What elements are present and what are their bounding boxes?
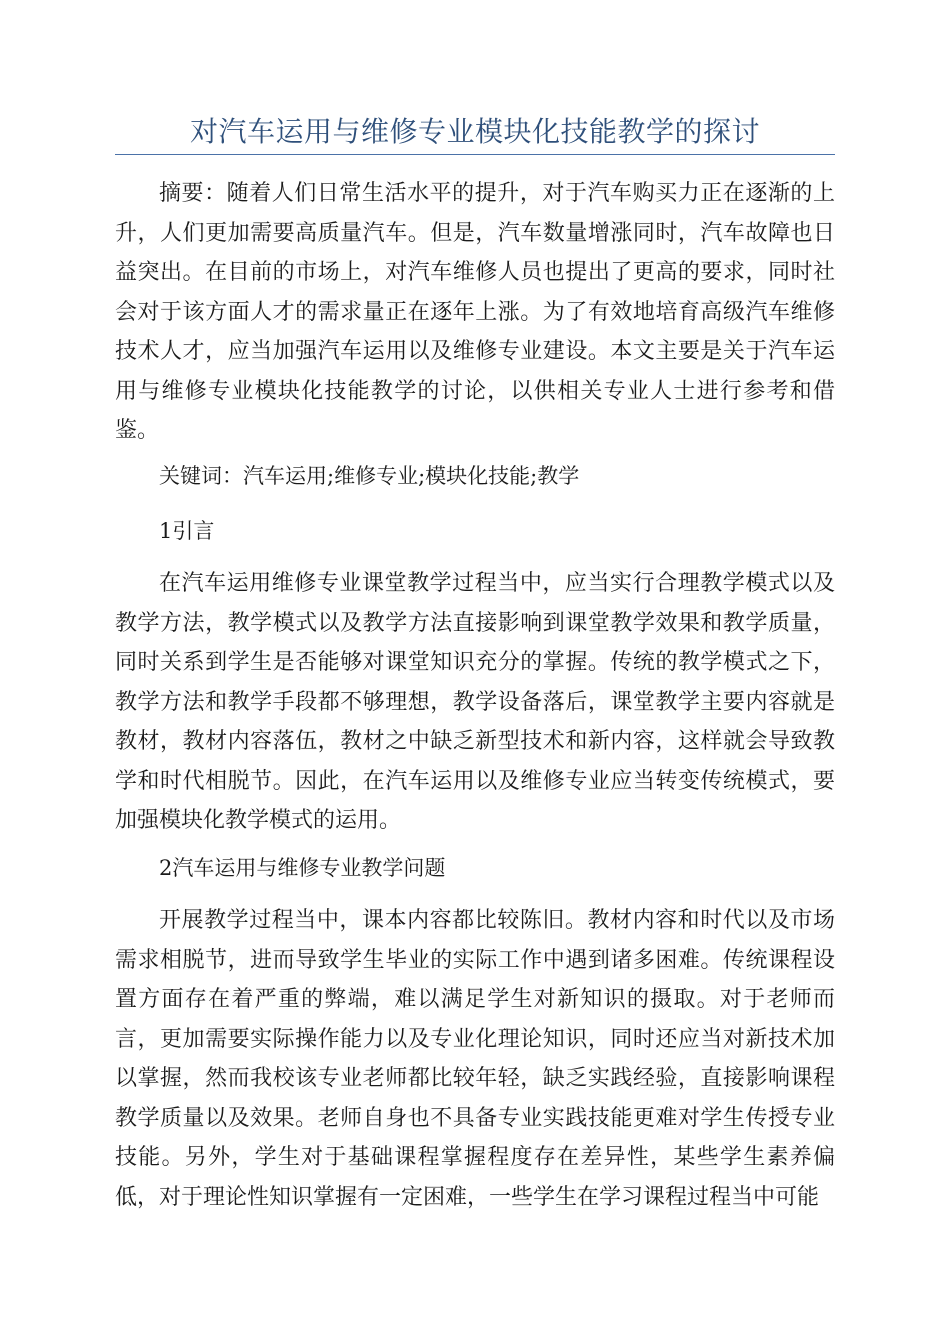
section-paragraph-introduction: 在汽车运用维修专业课堂教学过程当中，应当实行合理教学模式以及教学方法，教学模式以及教学方法直接影响到课堂教学效果和教学质量，同时关系到学生是否能够对课堂知识充分的掌握。传统的教学模式之下，教学方法和教学手段都不够理想，教学设备落后，课堂教学主要内容就是教材，教材内容落伍，教材之中缺乏新型技术和新内容，这样就会导致教学和时代相脱节。因此，在汽车运用以及维修专业应当转变传统模式，要加强模块化教学模式的运用。: [115, 571, 835, 833]
section-paragraph-teaching-problems: 开展教学过程当中，课本内容都比较陈旧。教材内容和时代以及市场需求相脱节，进而导致学生毕业的实际工作中遇到诸多困难。传统课程设置方面存在着严重的弊端，难以满足学生对新知识的摄取。对于老师而言，更加需要实际操作能力以及专业化理论知识，同时还应当对新技术加以掌握，然而我校该专业老师都比较年轻，缺乏实践经验，直接影响课程教学质量以及效果。老师自身也不具备专业实践技能更难对学生传授专业技能。另外，学生对于基础课程掌握程度存在差异性，某些学生素养偏低，对于理论性知识掌握有一定困难，一些学生在学习课程过程当中可能: [115, 908, 835, 1210]
title-underline: [115, 154, 835, 155]
document-title: 对汽车运用与维修专业模块化技能教学的探讨: [189, 115, 760, 148]
keywords-line: 关键词：汽车运用;维修专业;模块化技能;教学: [159, 464, 580, 488]
section-heading-teaching-problems: 2汽车运用与维修专业教学问题: [159, 856, 446, 880]
abstract-paragraph: 摘要：随着人们日常生活水平的提升，对于汽车购买力正在逐渐的上升，人们更加需要高质量汽车。但是，汽车数量增涨同时，汽车故障也日益突出。在目前的市场上，对汽车维修人员也提出了更高的要求，同时社会对于该方面人才的需求量正在逐年上涨。为了有效地培育高级汽车维修技术人才，应当加强汽车运用以及维修专业建设。本文主要是关于汽车运用与维修专业模块化技能教学的讨论，以供相关专业人士进行参考和借鉴。: [115, 181, 835, 443]
section-heading-introduction: 1引言: [159, 519, 215, 543]
